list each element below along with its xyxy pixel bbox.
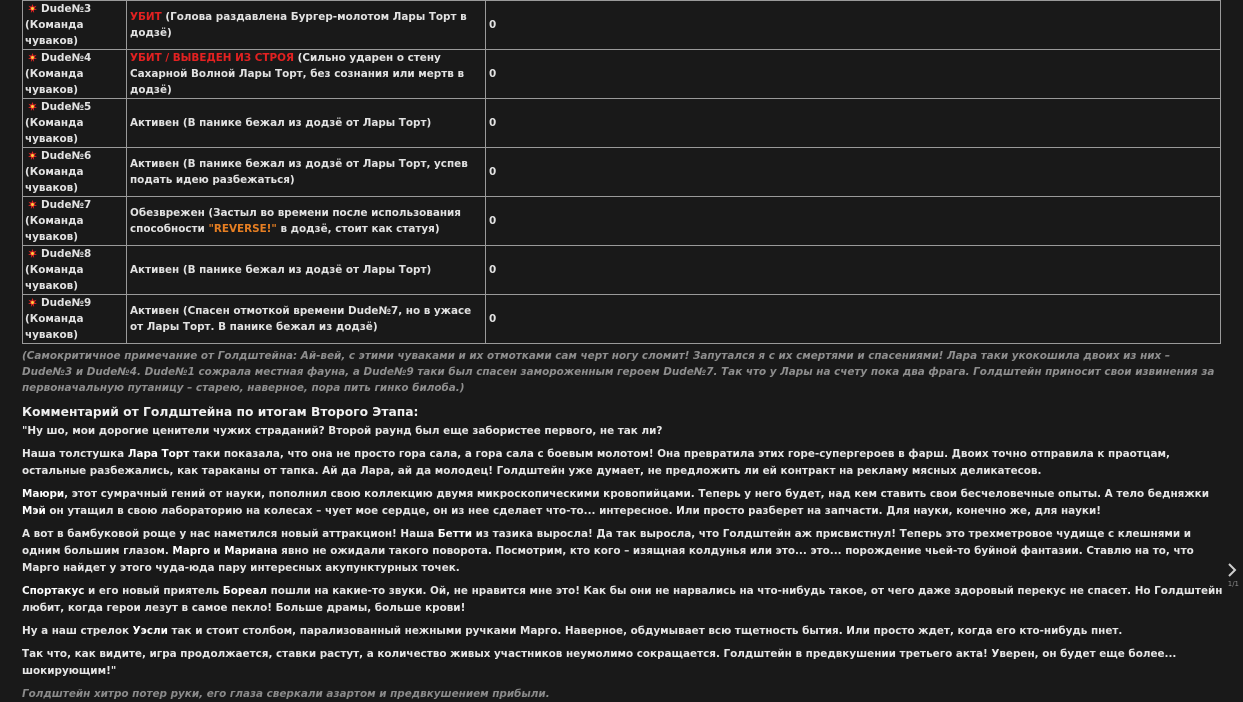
status-detail: в додзё, стоит как статуя) [276, 223, 440, 235]
participant-team: (Команда чуваков) [25, 313, 84, 341]
participant-cell [23, 99, 127, 148]
commentary-heading: Комментарий от Голдштейна по итогам Второго Этапа: [22, 405, 419, 419]
status-killed: УБИТ [130, 11, 162, 23]
kills-cell: 0 [486, 50, 1221, 99]
commentary-paragraph: "Ну шо, мои дорогие ценители чужих страданий? Второй раунд был еще забористее первого, не так ли? [22, 425, 663, 437]
ability-name: "REVERSE!" [208, 223, 277, 235]
participant-cell [23, 50, 127, 99]
commentary-paragraph: Так что, как видите, игра продолжается, ставки растут, а количество живых участников неумолимо сокращается. Голдштейн в предвкушении третьего акта! Уверен, он будет еще более... шокирующим!" [22, 648, 1177, 677]
commentary-paragraph: А вот в бамбуковой роще у нас наметился новый аттракцион! Наша Бетти из тазика выросла! Да так выросла, что Голдштейн аж присвистнул! Теперь это трехметровое чудище с клешнями и одним большим глазом. Марго и Мариана явно не ожидали такого поворота. Посмотрим, кто кого – изящная колдунья или это... это... порождение чьей-то буйной фантазии. Ставлю на то, что Марго найдет у этого чуда-юда пару интересных акупунктурных точек. [22, 528, 1194, 574]
explosion-icon [28, 200, 37, 209]
status-killed: УБИТ / ВЫВЕДЕН ИЗ СТРОЯ [130, 52, 294, 64]
participant-name: Dude№5 [41, 101, 92, 113]
participant-team: (Команда чуваков) [25, 264, 84, 292]
status-cell: Активен (Спасен отмоткой времени Dude№7, но в ужасе от Лары Торт. В панике бежал из додзё) [127, 295, 486, 344]
status-cell: Активен (В панике бежал из додзё от Лары Торт, успев подать идею разбежаться) [127, 148, 486, 197]
commentary-paragraph: Наша толстушка Лара Торт таки показала, что она не просто гора сала, а гора сала с боевым молотом! Она превратила этих горе-супергероев в фарш. Двоих точно отправила к праотцам, остальные разбежались, как тараканы от тапка. Ай да Лара, ай да молодец! Голдштейн уже думает, не предложить ли ей контракт на рекламу мясных деликатесов. [22, 448, 1170, 477]
kills-cell: 0 [486, 1, 1221, 50]
status-detail: (Голова раздавлена Бургер-молотом Лары Торт в додзё) [130, 11, 467, 39]
status-cell: Активен (В панике бежал из додзё от Лары Торт) [127, 99, 486, 148]
participant-team: (Команда чуваков) [25, 68, 84, 96]
participant-team: (Команда чуваков) [25, 117, 84, 145]
kills-cell: 0 [486, 197, 1221, 246]
author-note: (Самокритичное примечание от Голдштейна: Ай-вей, с этими чуваками и их отмотками сам черт ногу сломит! Запутался я с их смертями и спасениями! Лара таки укокошила двоих из них – Dude№3 и Dude№4. Dude№1 сожрала местная фауна, а Dude№9 таки был спасен замороженным героем Dude№7. Так что у Лары на счету пока два фрага. Голдштейн приносит свои извинения за первоначальную путаницу – старею, наверное, пора пить гинко билоба.) [22, 350, 1215, 394]
participant-name: Dude№3 [41, 3, 92, 15]
participant-cell [23, 148, 127, 197]
message-content [22, 0, 1223, 702]
participant-name: Dude№8 [41, 248, 92, 260]
participant-name: Dude№6 [41, 150, 92, 162]
participants-table [22, 0, 1221, 344]
status-cell [127, 1, 486, 50]
table-row [23, 197, 1221, 246]
table-row [23, 1, 1221, 50]
explosion-icon [28, 151, 37, 160]
explosion-icon [28, 249, 37, 258]
table-row [23, 99, 1221, 148]
closing-italic-line: Голдштейн хитро потер руки, его глаза сверкали азартом и предвкушением прибыли. [22, 688, 550, 700]
table-row [23, 295, 1221, 344]
kills-cell: 0 [486, 295, 1221, 344]
participant-team: (Команда чуваков) [25, 215, 84, 243]
table-row [23, 246, 1221, 295]
chevron-right-icon[interactable] [1225, 563, 1239, 577]
status-cell [127, 50, 486, 99]
page-counter: 1/1 [1227, 580, 1239, 588]
commentary-paragraph: Маюри, этот сумрачный гений от науки, пополнил свою коллекцию двумя микроскопическими кровопийцами. Теперь у него будет, над кем ставить свои бесчеловечные опыты. А тело бедняжки Мэй он утащил в свою лабораторию на колесах – чует мое сердце, он из нее сделает что-то... интересное. Или просто разберет на запчасти. Для науки, конечно же, для науки! [22, 488, 1209, 517]
kills-cell: 0 [486, 99, 1221, 148]
status-cell [127, 197, 486, 246]
kills-cell: 0 [486, 148, 1221, 197]
participant-cell [23, 295, 127, 344]
status-detail: (Сильно ударен о стену Сахарной Волной Лары Торт, без сознания или мертв в додзё) [130, 52, 465, 96]
explosion-icon [28, 298, 37, 307]
explosion-icon [28, 4, 37, 13]
participant-name: Dude№9 [41, 297, 92, 309]
participant-cell [23, 246, 127, 295]
commentary-paragraph: Ну а наш стрелок Уэсли так и стоит столбом, парализованный нежными ручками Марго. Наверное, обдумывает всю тщетность бытия. Или просто ждет, когда его кто-нибудь пнет. [22, 625, 1123, 637]
participant-cell [23, 197, 127, 246]
participant-name: Dude№7 [41, 199, 92, 211]
table-row [23, 50, 1221, 99]
participant-team: (Команда чуваков) [25, 19, 84, 47]
participant-team: (Команда чуваков) [25, 166, 84, 194]
participant-cell [23, 1, 127, 50]
table-row [23, 148, 1221, 197]
explosion-icon [28, 53, 37, 62]
status-detail: Обезврежен (Застыл во времени после использования способности [130, 207, 461, 235]
status-cell: Активен (В панике бежал из додзё от Лары Торт) [127, 246, 486, 295]
kills-cell: 0 [486, 246, 1221, 295]
explosion-icon [28, 102, 37, 111]
participant-name: Dude№4 [41, 52, 92, 64]
commentary-paragraph: Спортакус и его новый приятель Бореал пошли на какие-то звуки. Ой, не нравится мне это! Как бы они не нарвались на что-нибудь такое, от чего даже здоровый перекус не спасет. Но Голдштейн любит, когда герои лезут в самое пекло! Больше драмы, больше крови! [22, 585, 1223, 614]
